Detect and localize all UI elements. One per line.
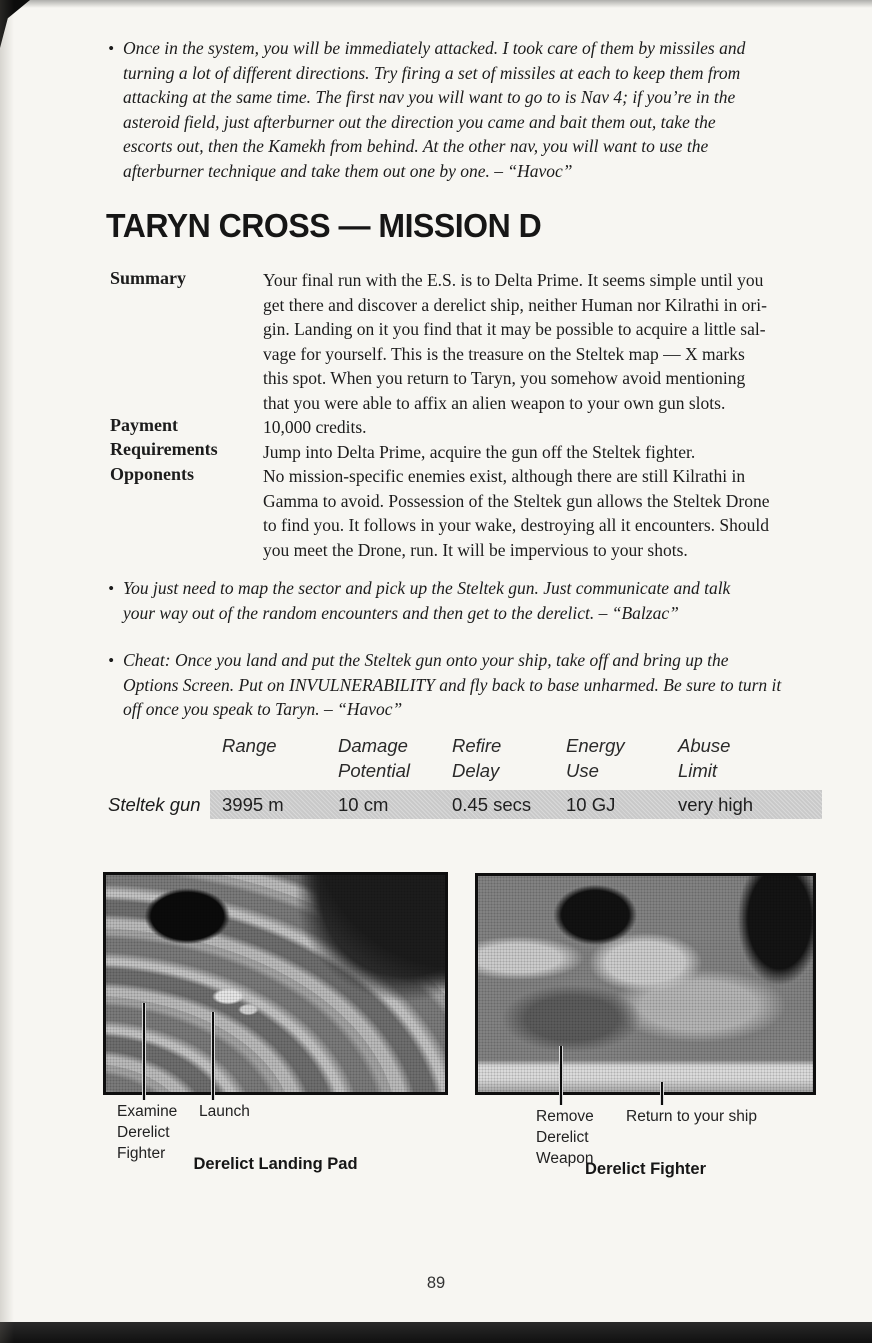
halftone-texture — [478, 876, 813, 1092]
bullet-icon: • — [108, 579, 114, 598]
intro-tip-text: Once in the system, you will be immediately attacked. I took care of them by missiles and turning a lot of different directions. Try firing a set of missiles at each to keep them from attacking at the same time. The first nav you will want to go to is Nav 4; if you’re in the asteroid field, just afterburner out the direction you came and bait them out, take the escorts out, then the Kamekh from behind. At the other nav, you will want to use the afterburner technique and take them out one by one. – “Havoc” — [122, 38, 746, 181]
callout-label-remove-derelict-weapon: Remove Derelict Weapon — [536, 1108, 594, 1167]
page-title: TARYN CROSS — MISSION D — [106, 207, 542, 244]
table-header-range: Range — [222, 735, 277, 756]
page-number: 89 — [426, 1274, 446, 1292]
scan-bottom-edge — [0, 1322, 872, 1343]
callout-line-launch — [211, 1012, 215, 1100]
requirements-label: Requirements — [110, 439, 218, 459]
mission-info-body — [263, 268, 769, 562]
table-header-refire-delay: Refire Delay — [452, 735, 502, 781]
callout-line-remove-weapon — [559, 1046, 563, 1105]
table-header-damage-potential: Damage Potential — [338, 735, 410, 781]
callout-line-return-ship — [660, 1082, 664, 1105]
summary-label: Summary — [110, 268, 186, 288]
intro-tip-bullet — [108, 36, 745, 183]
table-cell-refire: 0.45 secs — [452, 794, 532, 815]
table-cell-range: 3995 m — [222, 794, 284, 815]
opponents-label: Opponents — [110, 464, 195, 484]
tip-text-cheat: Cheat: Once you land and put the Steltek gun onto your ship, take off and bring up the Options Screen. Put on INVULNERABILITY and fly back to base unharmed. Be sure to turn it off once you speak to Taryn. – “Havoc” — [122, 650, 782, 719]
scan-corner-artifact — [0, 0, 30, 48]
table-row-label: Steltek gun — [108, 794, 201, 815]
payment-value: 10,000 credits. — [263, 417, 367, 437]
table-header-energy-use: Energy Use — [566, 735, 625, 781]
requirements-value: Jump into Delta Prime, acquire the gun off the Steltek fighter. — [263, 441, 696, 462]
table-cell-energy: 10 GJ — [566, 794, 616, 815]
payment-label: Payment — [110, 415, 178, 435]
callout-label-launch: Launch — [199, 1103, 250, 1120]
opponents-text: No mission-specific enemies exist, although there are still Kilrathi in Gamma to avoid. Possession of the Steltek gun allows the Steltek Drone to find you. It follows in your wake, destroying all it encounters. Should you meet the Drone, run. It will be impervious to your shots. — [263, 466, 770, 560]
callout-label-examine-derelict-fighter: Examine Derelict Fighter — [117, 1103, 178, 1162]
table-header-abuse-limit: Abuse Limit — [678, 735, 731, 781]
callout-line-examine — [142, 1003, 146, 1100]
figure-caption-derelict-fighter: Derelict Fighter — [584, 1160, 707, 1178]
halftone-texture — [106, 875, 445, 1092]
table-cell-abuse: very high — [678, 794, 754, 815]
summary-text: Your final run with the E.S. is to Delta Prime. It seems simple until you get there and discover a derelict ship, neither Human nor Kilrathi in ori- gin. Landing on it you find that it may be possible to acquire a little sal- vage for yourself. This is the treasure on the Steltek map — X marks this spot. When you return to Taryn, you somehow avoid mentioning that you were able to affix an alien weapon to your own gun slots. — [263, 270, 767, 413]
derelict-fighter-photo — [475, 873, 816, 1095]
bullet-icon: • — [108, 651, 114, 670]
tip-bullet-balzac — [108, 576, 730, 625]
table-cell-damage: 10 cm — [338, 794, 389, 815]
callout-label-return-to-your-ship: Return to your ship — [626, 1108, 757, 1125]
derelict-landing-pad-photo — [103, 872, 448, 1095]
bullet-icon: • — [108, 39, 114, 58]
tip-bullet-cheat — [108, 648, 781, 722]
tip-text-balzac: You just need to map the sector and pick up the Steltek gun. Just communicate and talk your way out of the random encounters and then get to the derelict. – “Balzac” — [122, 578, 731, 623]
figure-caption-derelict-landing-pad: Derelict Landing Pad — [193, 1155, 358, 1173]
